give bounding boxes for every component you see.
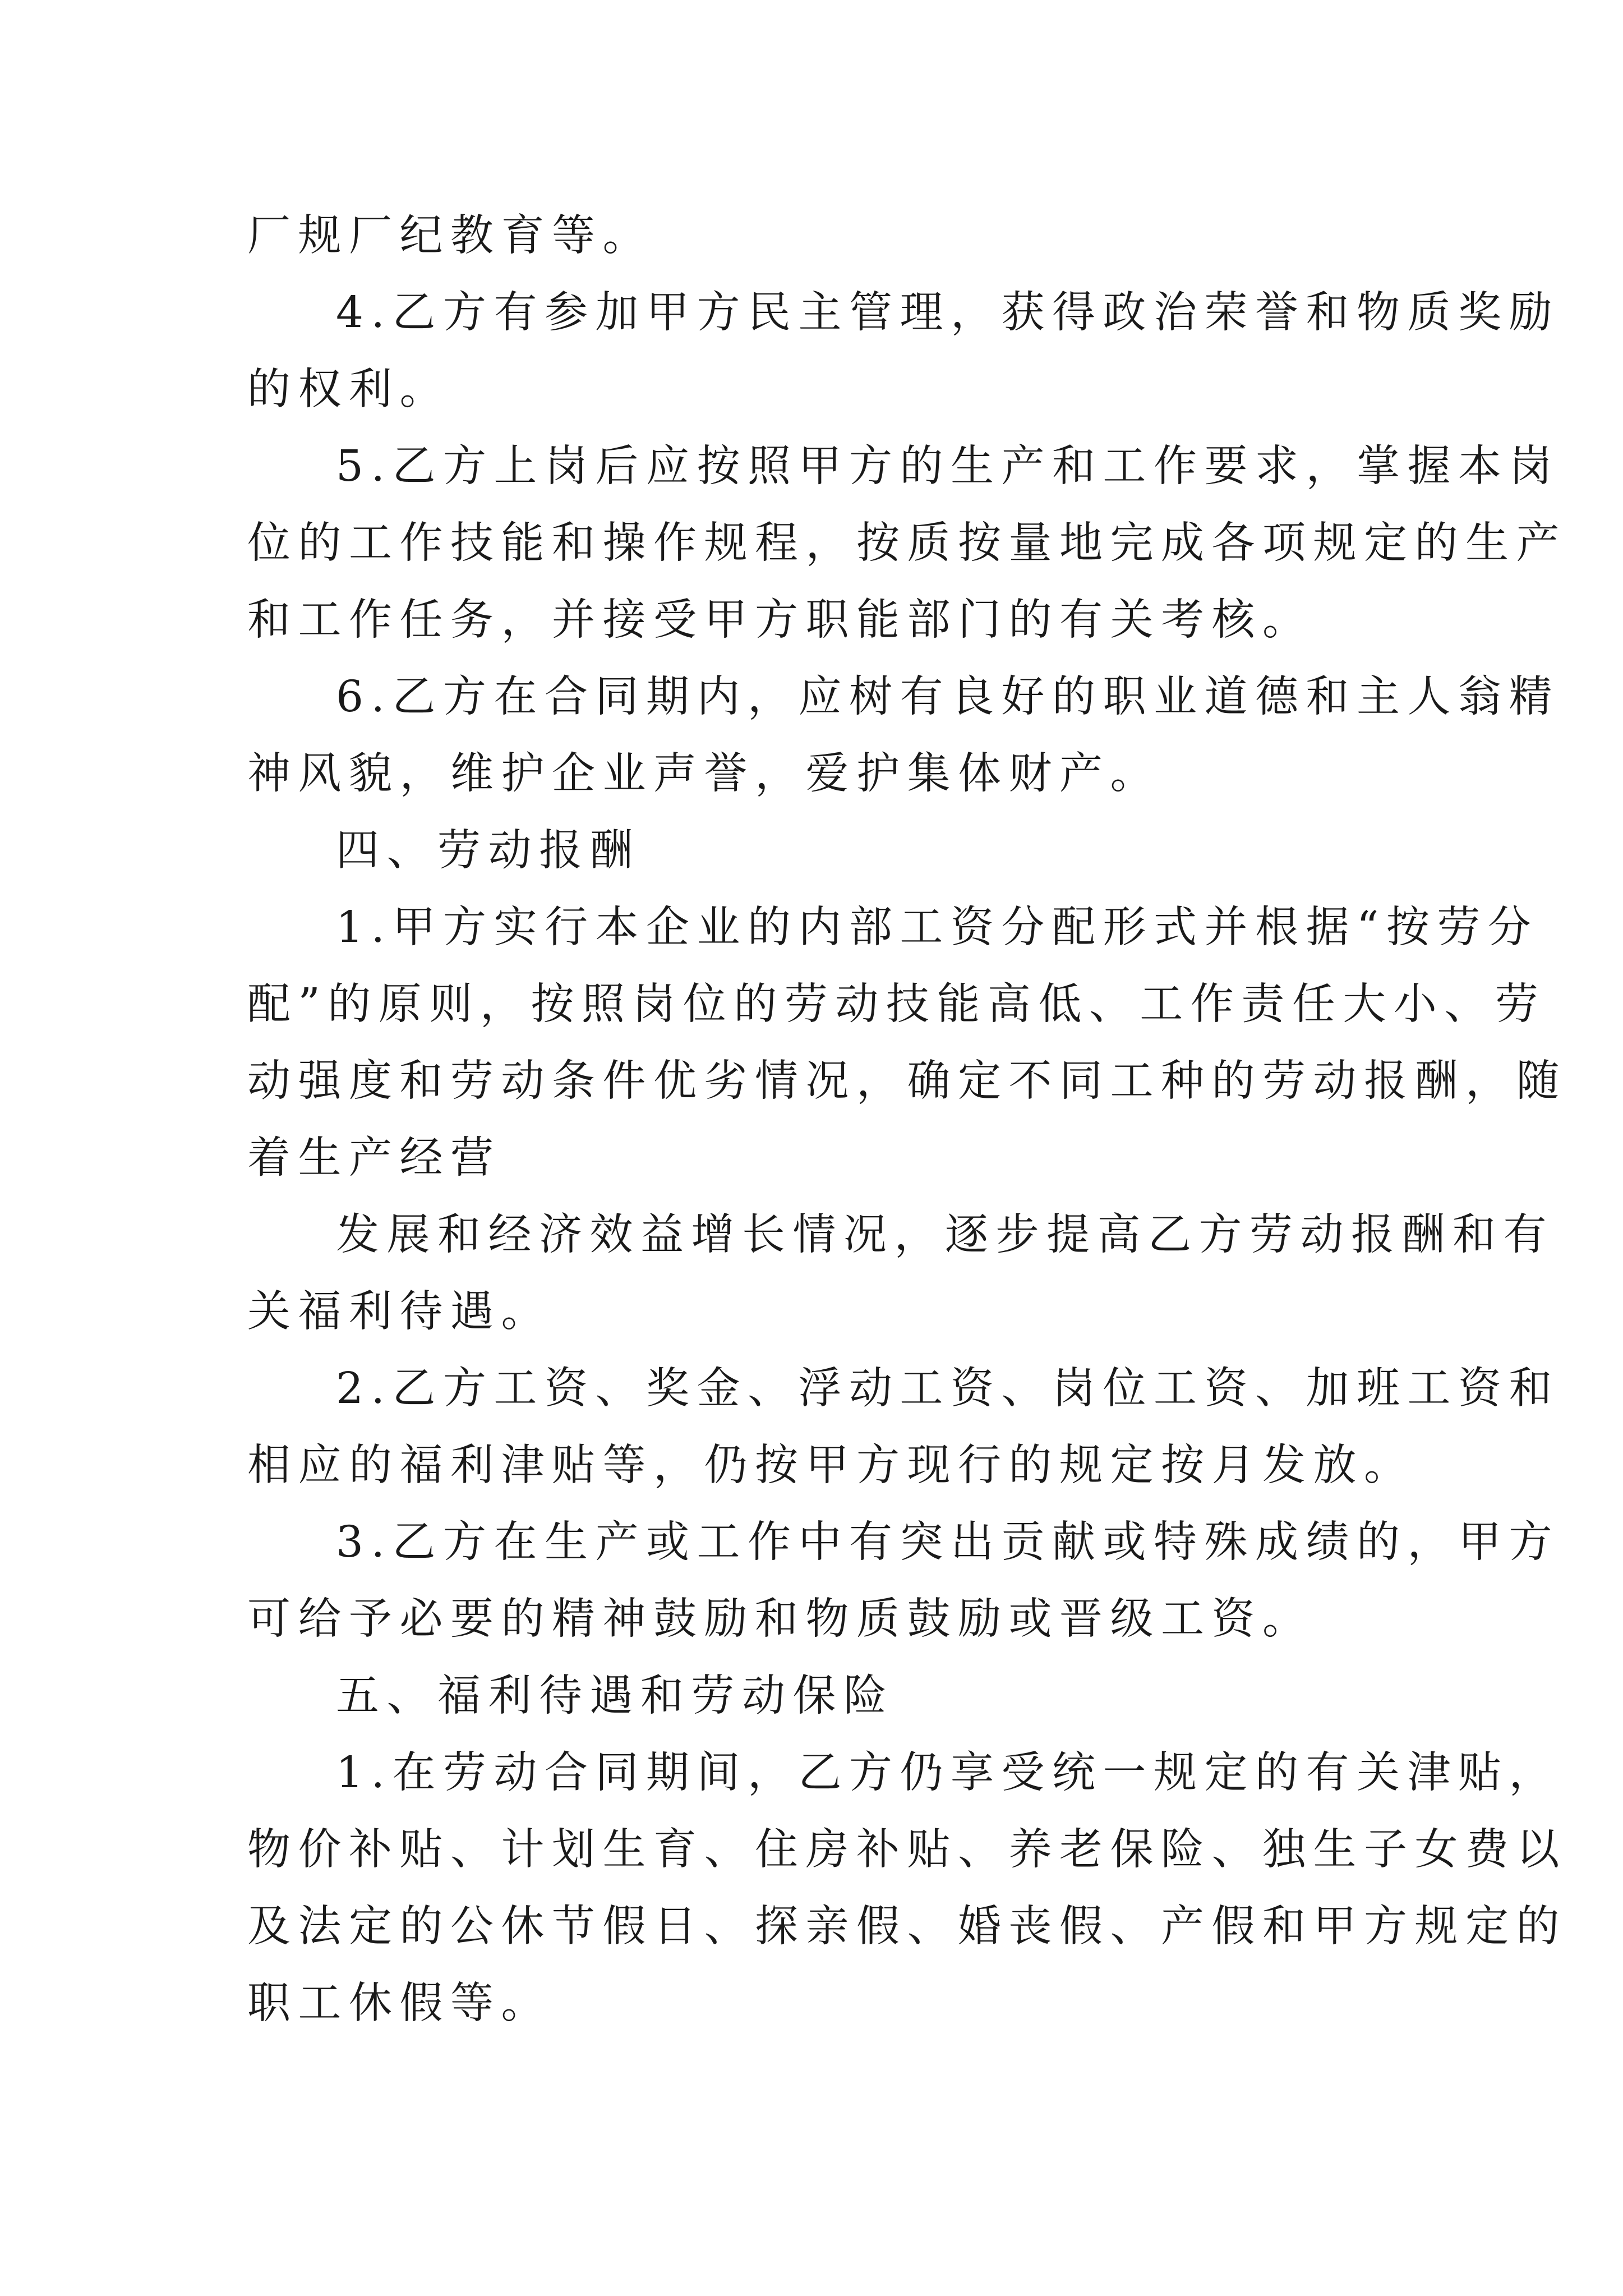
text-line: 3.乙方在生产或工作中有突出贡献或特殊成绩的，甲方 [336, 1517, 1560, 1567]
section-heading: 四、劳动报酬 [336, 826, 640, 876]
text-line: 厂规厂纪教育等。 [247, 211, 653, 261]
text-line: 配”的原则，按照岗位的劳动技能高低、工作责任大小、劳 [247, 979, 1546, 1029]
text-line: 及法定的公休节假日、探亲假、婚丧假、产假和甲方规定的 [247, 1902, 1567, 1952]
text-line: 1.在劳动合同期间，乙方仍享受统一规定的有关津贴， [336, 1748, 1560, 1798]
text-line: 的权利。 [247, 365, 450, 415]
section-heading: 五、福利待遇和劳动保险 [336, 1671, 895, 1721]
text-line: 神风貌，维护企业声誉，爱护集体财产。 [247, 749, 1161, 799]
document-body [247, 197, 1567, 2042]
text-line: 6.乙方在合同期内，应树有良好的职业道德和主人翁精 [336, 672, 1560, 722]
text-line: 1.甲方实行本企业的内部工资分配形式并根据“按劳分 [336, 903, 1539, 953]
text-line: 相应的福利津贴等，仍按甲方现行的规定按月发放。 [247, 1441, 1415, 1490]
text-line: 可给予必要的精神鼓励和物质鼓励或晋级工资。 [247, 1594, 1313, 1644]
text-line: 2.乙方工资、奖金、浮动工资、岗位工资、加班工资和 [336, 1364, 1560, 1414]
text-line: 关福利待遇。 [247, 1287, 552, 1337]
text-line: 动强度和劳动条件优劣情况，确定不同工种的劳动报酬，随 [247, 1056, 1567, 1106]
text-line: 物价补贴、计划生育、住房补贴、养老保险、独生子女费以 [247, 1825, 1567, 1875]
text-line: 和工作任务，并接受甲方职能部门的有关考核。 [247, 595, 1313, 645]
text-line: 着生产经营 [247, 1133, 501, 1183]
text-line: 4.乙方有参加甲方民主管理，获得政治荣誉和物质奖励 [336, 288, 1560, 338]
text-line: 职工休假等。 [247, 1978, 552, 2028]
text-line: 5.乙方上岗后应按照甲方的生产和工作要求，掌握本岗 [336, 441, 1560, 491]
text-line: 位的工作技能和操作规程，按质按量地完成各项规定的生产 [247, 518, 1567, 568]
text-line: 发展和经济效益增长情况，逐步提高乙方劳动报酬和有 [336, 1210, 1554, 1260]
